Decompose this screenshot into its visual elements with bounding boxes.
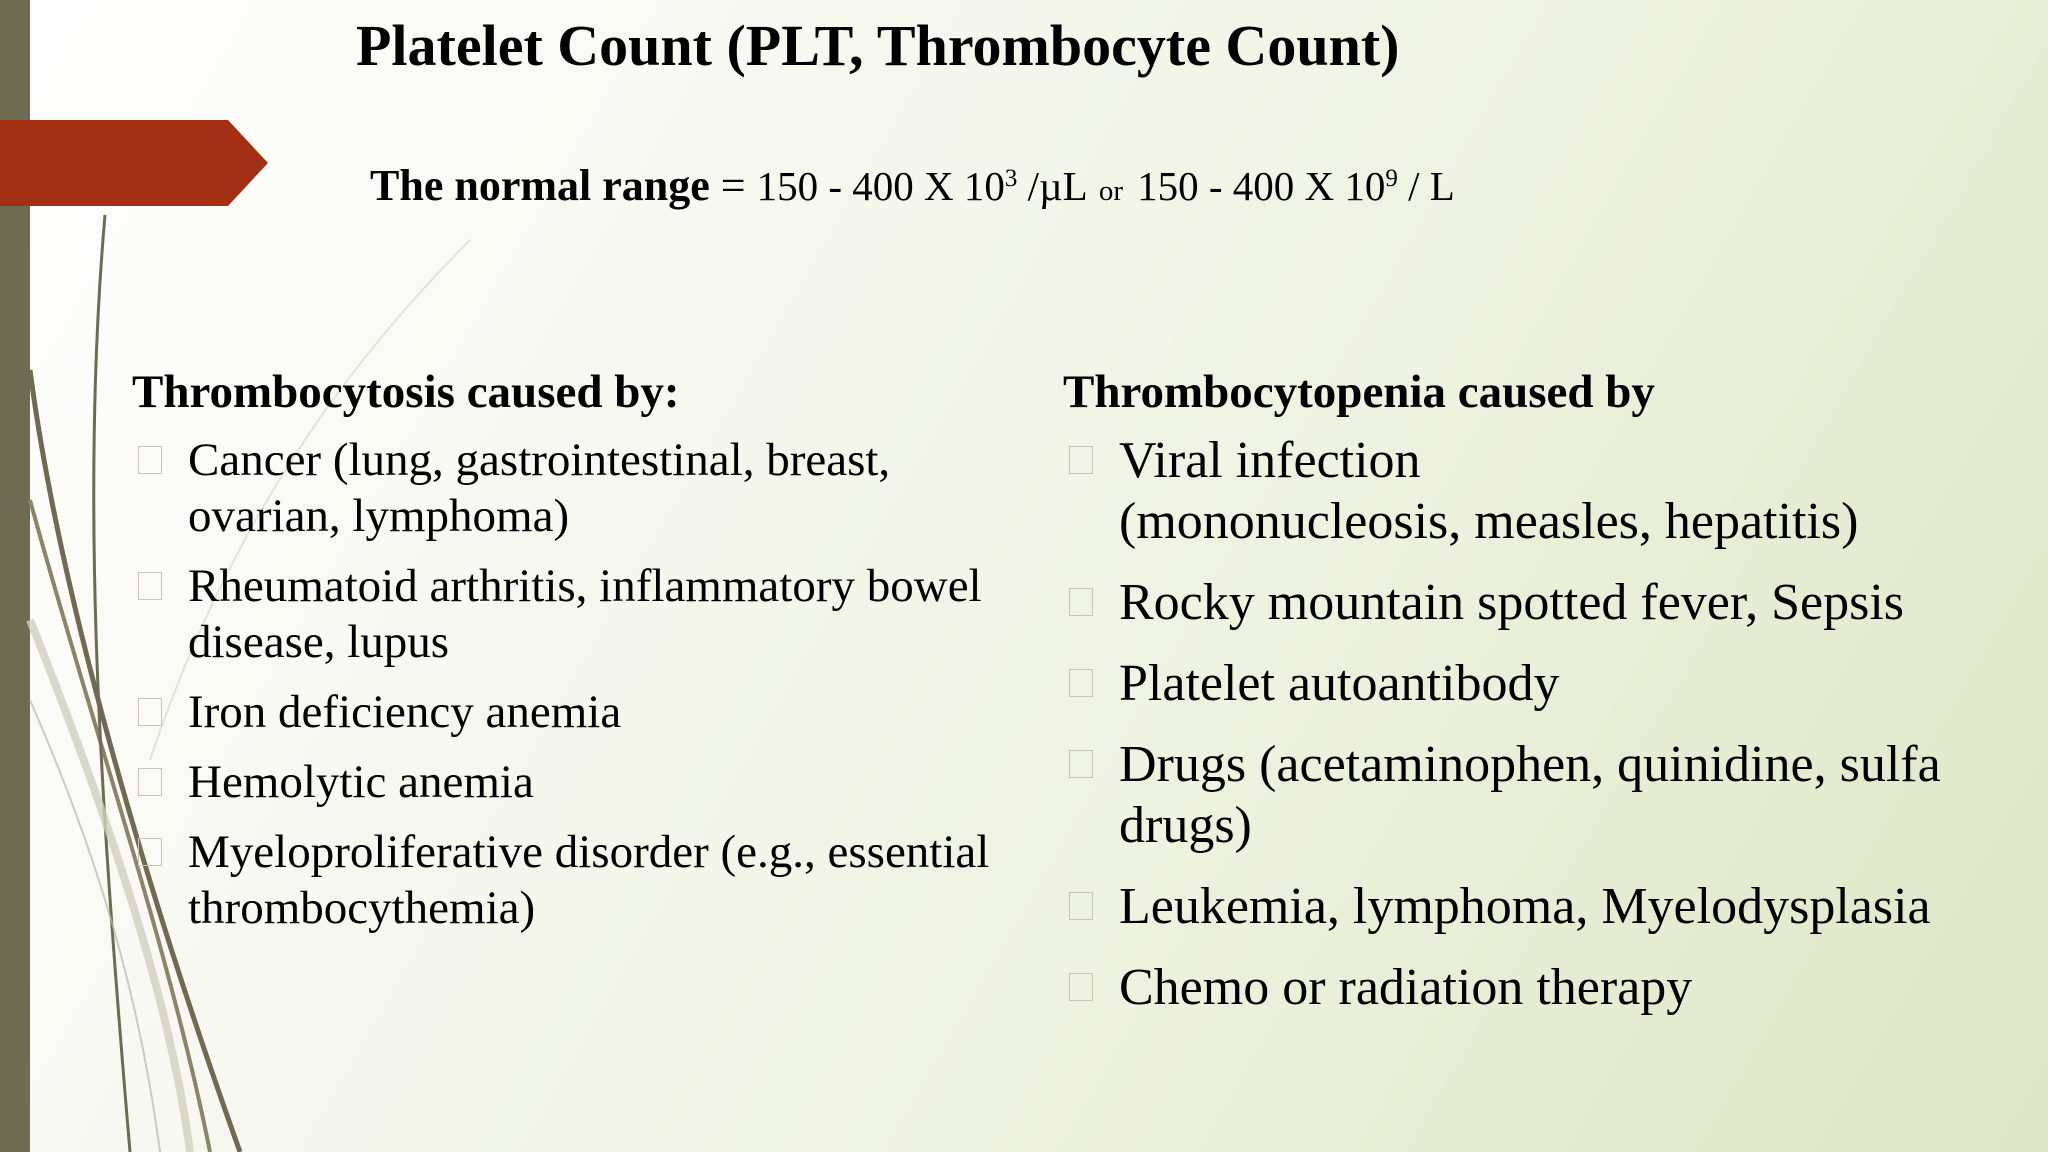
list-item — [132, 754, 992, 810]
list-item-text: Rheumatoid arthritis, inflammatory bowel disease, lupus — [188, 560, 982, 668]
list-item-text: Hemolytic anemia — [188, 756, 534, 808]
list-item — [132, 684, 992, 740]
checkbox-bullet-icon — [1069, 750, 1093, 778]
slide-title: Platelet Count (PLT, Thrombocyte Count) — [356, 13, 1400, 78]
checkbox-bullet-icon — [138, 446, 162, 474]
range-value-2: 150 - 400 X 10 — [1137, 163, 1386, 209]
range-or: or — [1091, 175, 1124, 207]
checkbox-bullet-icon — [1069, 669, 1093, 697]
normal-range-line — [370, 160, 1455, 211]
checkbox-bullet-icon — [1069, 973, 1093, 1001]
range-exponent-2: 9 — [1385, 165, 1398, 192]
normal-range-label: The normal range — [370, 161, 710, 210]
equals-sign: = — [709, 161, 757, 210]
list-item — [1063, 957, 2023, 1018]
checkbox-bullet-icon — [138, 572, 162, 600]
list-item — [132, 432, 992, 544]
checkbox-bullet-icon — [1069, 588, 1093, 616]
checkbox-bullet-icon — [138, 838, 162, 866]
list-item — [132, 824, 992, 936]
thrombocytosis-column — [132, 362, 992, 936]
list-item — [1063, 653, 2023, 714]
list-item-text: Cancer (lung, gastrointestinal, breast, ovarian, lymphoma) — [188, 434, 891, 542]
list-item-text: Viral infection — [1119, 432, 1421, 489]
thrombocytopenia-heading: Thrombocytopenia caused by — [1063, 366, 1655, 418]
checkbox-bullet-icon — [1069, 892, 1093, 920]
list-item-text: Rocky mountain spotted fever, Sepsis — [1119, 574, 1905, 631]
list-item — [1063, 572, 2023, 633]
list-item — [1063, 734, 2023, 856]
checkbox-bullet-icon — [138, 768, 162, 796]
list-item — [132, 558, 992, 670]
thrombocytopenia-column — [1063, 362, 2023, 1018]
range-unit-1: /µL — [1017, 163, 1088, 209]
list-item-text: Chemo or radiation therapy — [1119, 959, 1693, 1016]
list-item-text-continued: (mononucleosis, measles, hepatitis) — [1119, 493, 1859, 550]
range-value-1: 150 - 400 X 10 — [756, 163, 1005, 209]
thrombocytosis-list — [132, 432, 992, 936]
list-item — [1063, 876, 2023, 937]
list-item-text: Leukemia, lymphoma, Myelodysplasia — [1119, 878, 1931, 935]
list-item — [1063, 430, 2023, 552]
range-exponent-1: 3 — [1004, 165, 1018, 192]
list-item-text: Myeloproliferative disorder (e.g., essential thrombocythemia) — [188, 826, 990, 934]
checkbox-bullet-icon — [138, 698, 162, 726]
range-unit-2: / L — [1397, 163, 1455, 209]
list-item-text: Iron deficiency anemia — [188, 686, 622, 738]
checkbox-bullet-icon — [1069, 446, 1093, 474]
list-item-text: Platelet autoantibody — [1119, 655, 1560, 712]
thrombocytosis-heading: Thrombocytosis caused by: — [132, 366, 680, 418]
list-item-text: Drugs (acetaminophen, quinidine, sulfa drugs) — [1119, 736, 1941, 854]
thrombocytopenia-list — [1063, 430, 2023, 1018]
